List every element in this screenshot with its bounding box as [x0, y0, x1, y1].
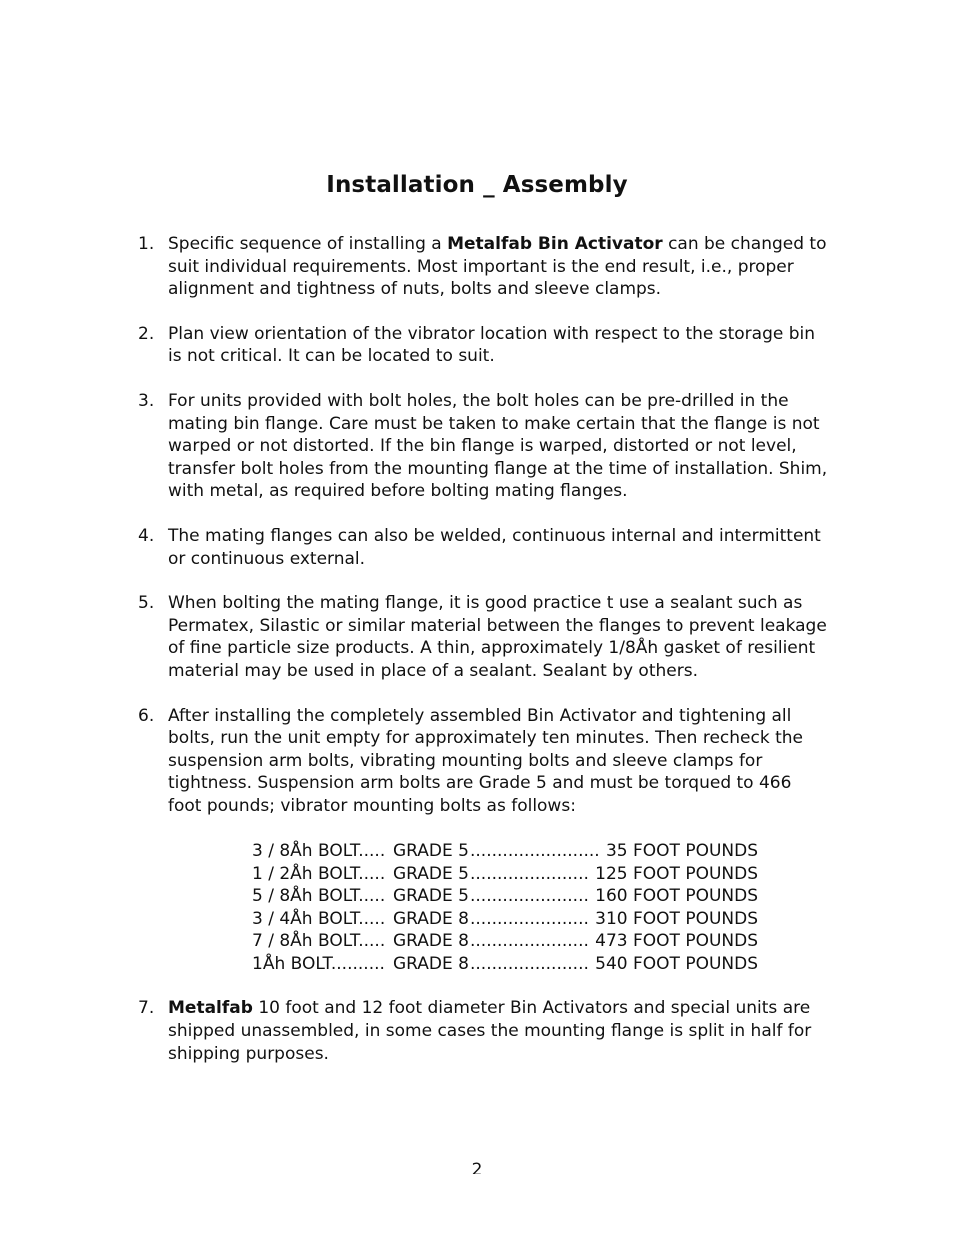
list-item-1 [138, 233, 828, 301]
item-number: 6. [138, 705, 155, 726]
item-text: When bolting the mating flange, it is good practice t use a sealant such as Permatex, Silastic or similar material between the flanges to prevent leakage of fine particle size products. A thin, approximately 1/8Åh gasket of resilient material may be used in place of a sealant. Sealant by others. [168, 593, 827, 681]
torque-value: 310 FOOT POUNDS [595, 908, 758, 929]
bolt-grade: GRADE 8 [393, 953, 469, 974]
torque-value: 540 FOOT POUNDS [595, 953, 758, 974]
leader-dots: ...................... [470, 886, 589, 907]
table-row [168, 863, 828, 886]
item-text [168, 997, 828, 1065]
product-name: Metalfab Bin Activator [447, 234, 663, 254]
leader-dots: ........................ [470, 841, 600, 862]
item-number: 4. [138, 525, 155, 546]
item-text-rest: 10 foot and 12 foot diameter Bin Activators and special units are shipped unassembled, in some cases the mounting flange is split in half for shipping purposes. [168, 998, 812, 1064]
bolt-grade: GRADE 8 [393, 931, 469, 952]
bolt-grade: GRADE 5 [393, 841, 469, 862]
bolt-grade: GRADE 8 [393, 908, 469, 929]
item-text: Plan view orientation of the vibrator location with respect to the storage bin is not critical. It can be located to suit. [168, 323, 816, 367]
page-number: 2 [471, 1160, 483, 1174]
list-item-2 [138, 323, 828, 368]
item-number: 2. [138, 323, 155, 344]
torque-value: 125 FOOT POUNDS [595, 863, 758, 884]
bolt-size: 1 / 2Åh BOLT..... [252, 863, 386, 884]
list-item-7 [138, 997, 828, 1065]
bolt-grade: GRADE 5 [393, 863, 469, 884]
bolt-size: 5 / 8Åh BOLT..... [252, 886, 386, 907]
table-row [168, 930, 828, 953]
item-text-rest: can be changed to suit individual requirements. Most important is the end result, i.e., proper alignment and tightness of nuts, bolts and sleeve clamps. [168, 234, 827, 300]
leader-dots: ...................... [470, 953, 589, 974]
list-item-5 [138, 592, 828, 682]
bolt-torque-table [168, 840, 828, 975]
item-number: 3. [138, 390, 155, 411]
torque-value: 160 FOOT POUNDS [595, 886, 758, 907]
item-number: 7. [138, 998, 155, 1019]
bolt-size: 7 / 8Åh BOLT..... [252, 931, 386, 952]
brand-name: Metalfab [168, 998, 253, 1019]
leader-dots: ...................... [470, 931, 589, 952]
list-item-6 [138, 705, 828, 976]
table-row [168, 885, 828, 908]
bolt-size: 3 / 4Åh BOLT..... [252, 908, 386, 929]
item-text-lead: Specific sequence of installing a [168, 234, 448, 254]
item-text [168, 233, 828, 301]
bolt-grade: GRADE 5 [393, 886, 469, 907]
instruction-list [138, 233, 828, 1065]
bolt-size: 1Åh BOLT.......... [252, 953, 385, 974]
bolt-size: 3 / 8Åh BOLT..... [252, 841, 386, 862]
torque-value: 35 FOOT POUNDS [605, 841, 758, 862]
item-text: For units provided with bolt holes, the bolt holes can be pre-drilled in the mating bin flange. Care must be taken to make certain that the flange is not warped or not distorted. If the bin flange is warped, distorted or not level, transfer bolt holes from the mounting flange at the time of installation. Shim, with metal, as required before bolting mating flanges. [168, 390, 828, 502]
list-item-3 [138, 390, 828, 503]
item-text: After installing the completely assembled Bin Activator and tightening all bolts, run the unit empty for approximately ten minutes. Then recheck the suspension arm bolts, vibrating mounting bolts and sleeve clamps for tightness. Suspension arm bolts are Grade 5 and must be torqued to 466 foot pounds; vibrator mounting bolts as follows: [168, 705, 803, 816]
list-item-4 [138, 525, 828, 570]
item-text: The mating flanges can also be welded, continuous internal and intermittent or continuous external. [168, 525, 821, 569]
leader-dots: ...................... [470, 908, 589, 929]
table-row [168, 840, 828, 863]
item-number: 5. [138, 593, 155, 614]
leader-dots: ...................... [470, 863, 589, 884]
page-title: Installation _ Assembly [326, 172, 628, 198]
item-number: 1. [138, 234, 155, 254]
table-row [168, 908, 828, 931]
torque-value: 473 FOOT POUNDS [595, 931, 758, 952]
table-row [168, 953, 828, 976]
